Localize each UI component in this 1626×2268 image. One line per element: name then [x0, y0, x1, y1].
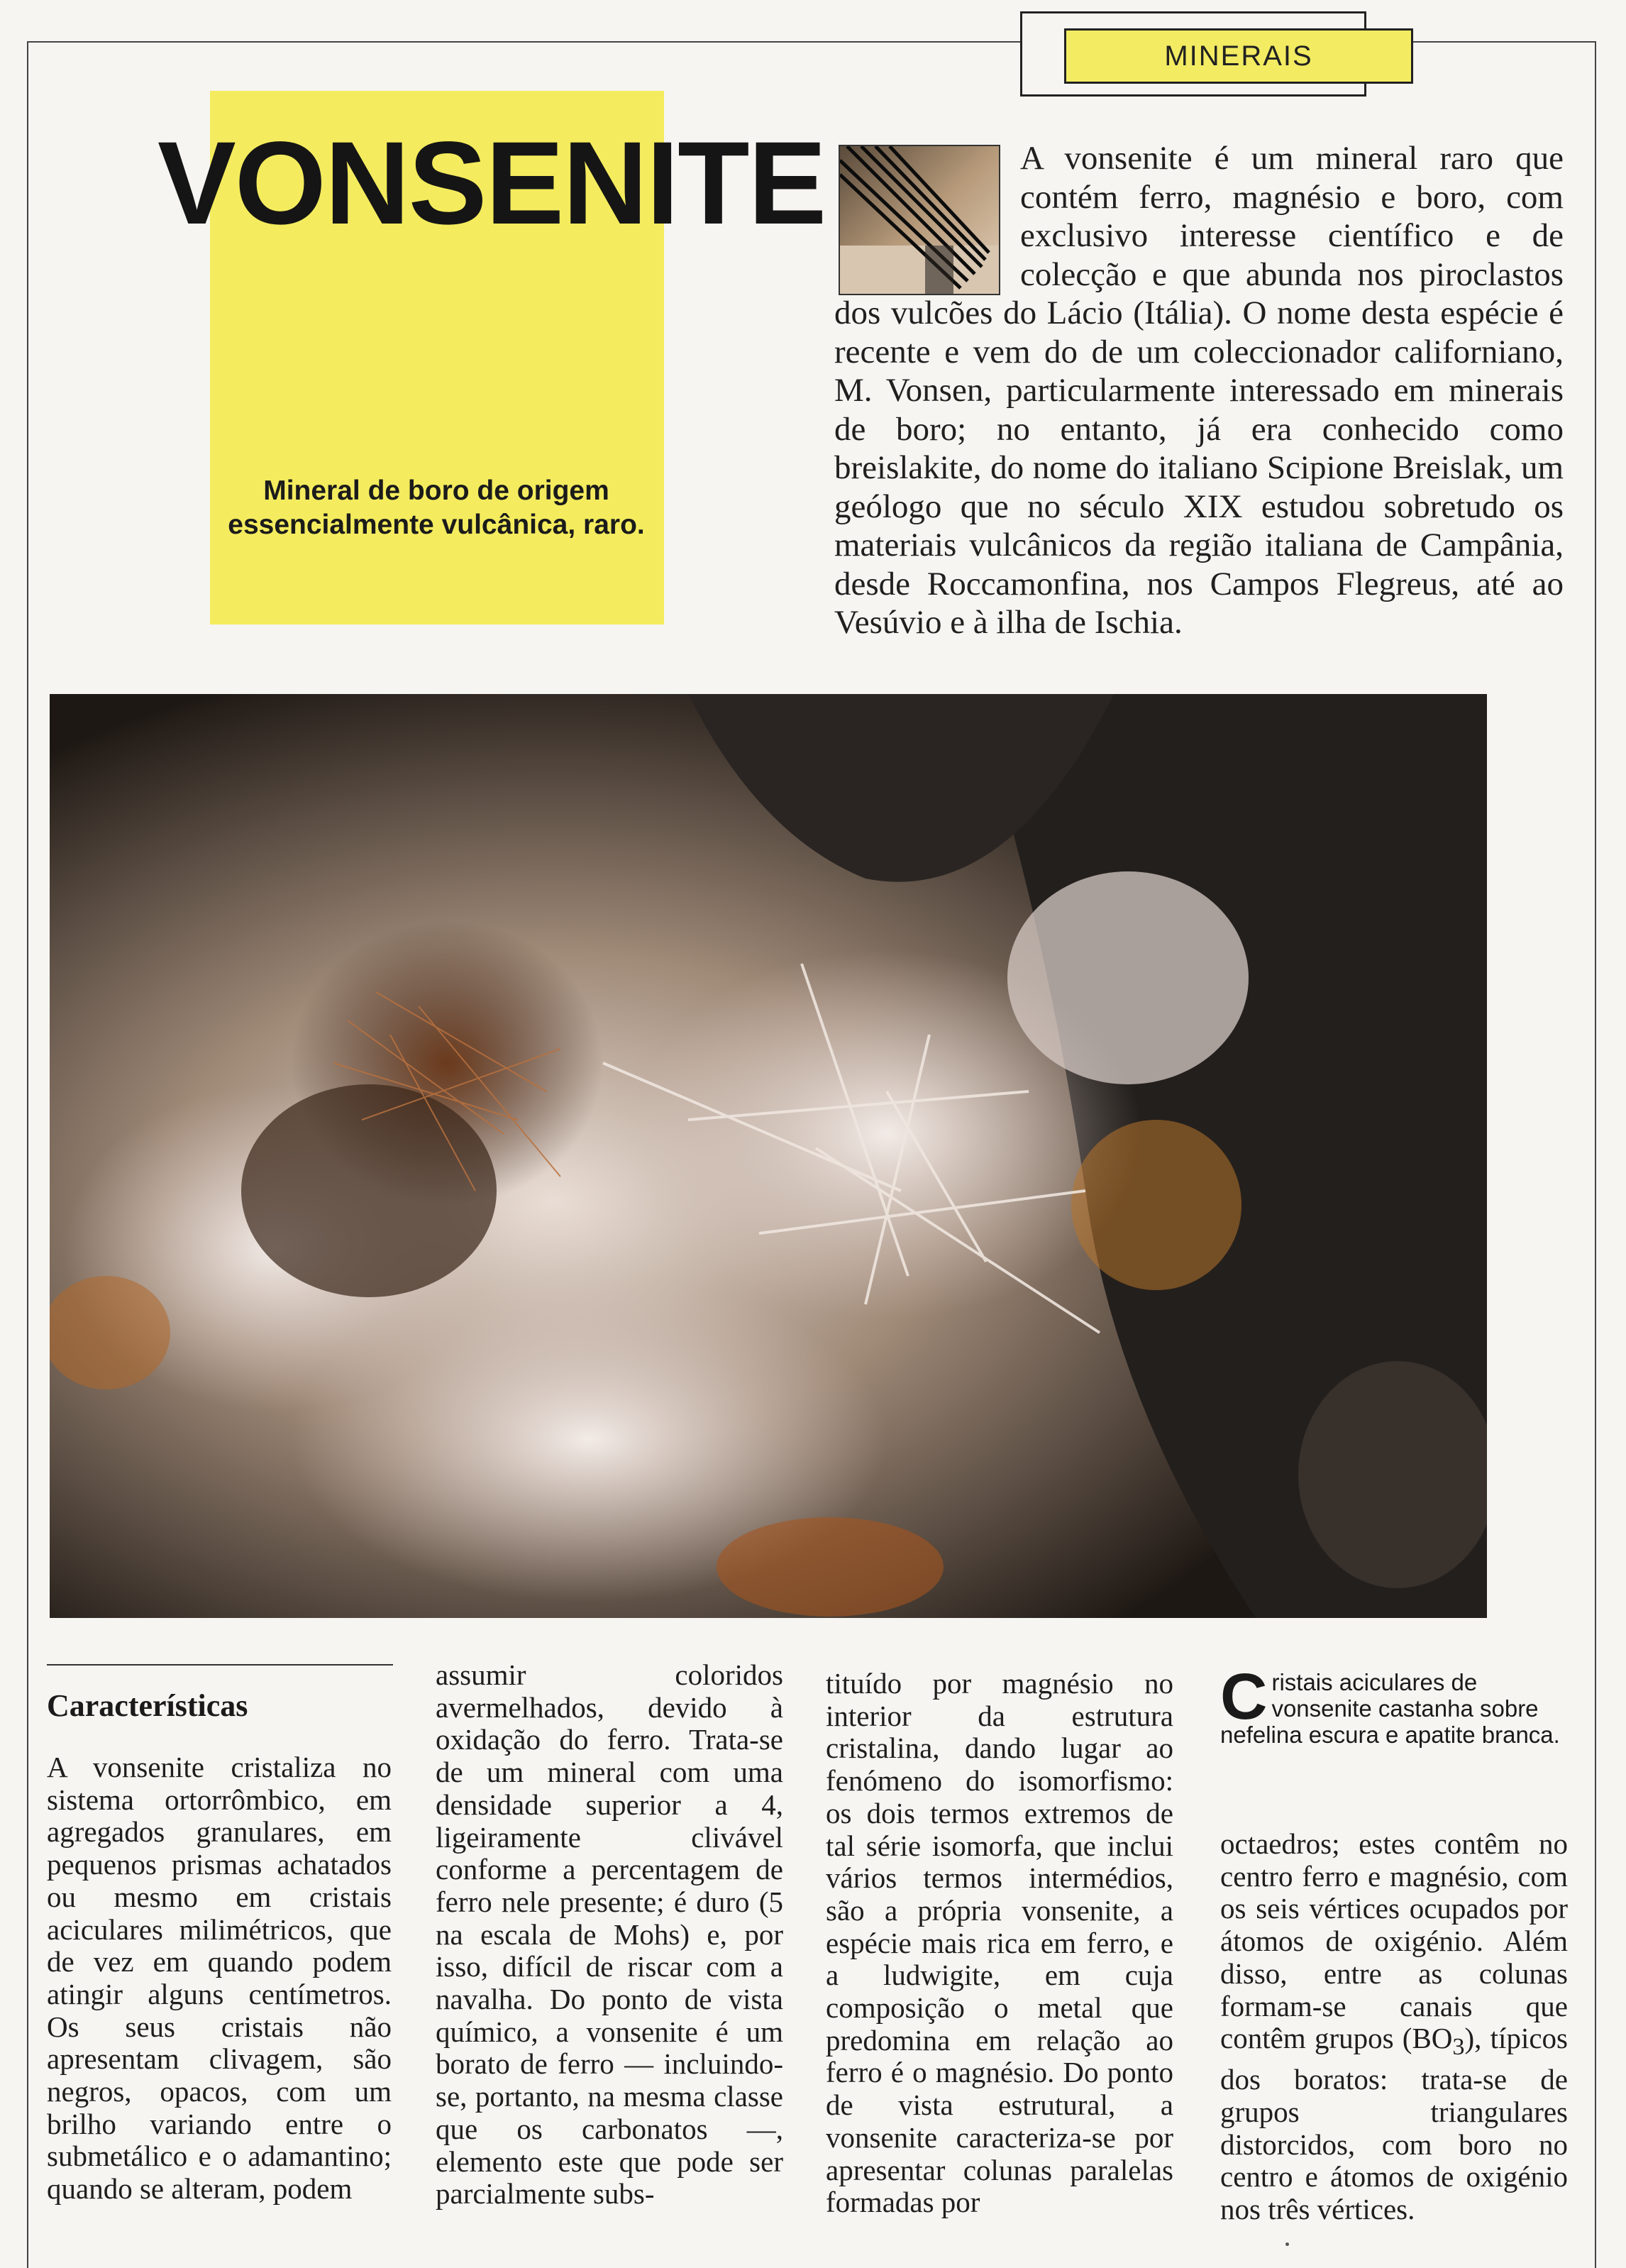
- body-column-3: tituído por magnésio no interior da estrutura cristalina, dando lugar ao fenómeno do isomorfismo: os dois termos extremos de tal série isomorfa, que inclui vários termos intermédios, são a própria vonsenite, a espécie mais rica em ferro, e a ludwigite, em cuja composição o metal que predomina em relação ao ferro é o magnésio. Do ponto de vista estrutural, a vonsenite caracteriza-se por apresentar colunas paralelas formadas por: [826, 1667, 1173, 2219]
- section-label: MINERAIS: [1064, 28, 1413, 84]
- print-mark: [1285, 2242, 1289, 2246]
- article-subtitle: Mineral de boro de origem essencialmente vulcânica, raro.: [228, 475, 645, 540]
- intro-paragraph: [834, 139, 1564, 642]
- caption-drop-cap: C: [1220, 1661, 1268, 1733]
- column-4-subscript: 3: [1452, 2034, 1465, 2061]
- characteristics-rule: [47, 1664, 393, 1666]
- column-4-text-a: octaedros; estes contêm no centro ferro e magnésio, com os seis vértices ocupados por átomos de oxigénio. Além disso, entre as colunas formam-se canais que contêm grupos (BO: [1220, 1827, 1568, 2055]
- article-title: VONSENITE: [157, 118, 826, 249]
- thumbnail-wrap-space: [834, 139, 1020, 294]
- body-column-4: [1220, 1828, 1568, 2226]
- photo-caption: [1220, 1661, 1561, 1748]
- main-mineral-photo: [50, 694, 1487, 1618]
- intro-text: A vonsenite é um mineral raro que contém ferro, magnésio e boro, com exclusivo interesse científico e de colecção e que abunda nos piroclastos dos vulcões do Lácio (Itália). O nome desta espécie é recente e vem do de um coleccionador californiano, M. Vonsen, particularmente interessado em minerais de boro; no entanto, já era conhecido como breislakite, do nome do italiano Scipione Breislak, um geólogo que no século XIX estudou sobretudo os materiais vulcânicos da região italiana de Campânia, desde Roccamonfina, nos Campos Flegreus, até ao Vesúvio e à ilha de Ischia.: [834, 140, 1564, 641]
- characteristics-heading: Características: [47, 1688, 248, 1723]
- mineral-photo-image: [50, 694, 1487, 1618]
- body-column-1: A vonsenite cristaliza no sistema ortorrômbico, em agregados granulares, em pequenos prismas achatados ou mesmo em cristais aciculares milimétricos, que de vez em quando podem atingir alguns centímetros. Os seus cristais não apresentam clivagem, são negros, opacos, com um brilho variando entre o submetálico e o adamantino; quando se alteram, podem: [47, 1751, 392, 2206]
- column-4-text-b: ), típicos dos boratos: trata-se de grupos triangulares distorcidos, com boro no centro e átomos de oxigénio nos três vértices.: [1220, 2022, 1568, 2225]
- body-column-2: assumir coloridos avermelhados, devido à oxidação do ferro. Trata-se de um mineral com uma densidade superior a 4, ligeiramente clivável conforme a percentagem de ferro nele presente; é duro (5 na escala de Mohs) e, por isso, difícil de riscar com a navalha. Do ponto de vista químico, a vonsenite é um borato de ferro — incluindo-se, portanto, na mesma classe que os carbonatos —, elemento este que pode ser parcialmente subs-: [436, 1658, 783, 2211]
- caption-text: ristais aciculares de vonsenite castanha sobre nefelina escura e apatite branca.: [1220, 1669, 1560, 1748]
